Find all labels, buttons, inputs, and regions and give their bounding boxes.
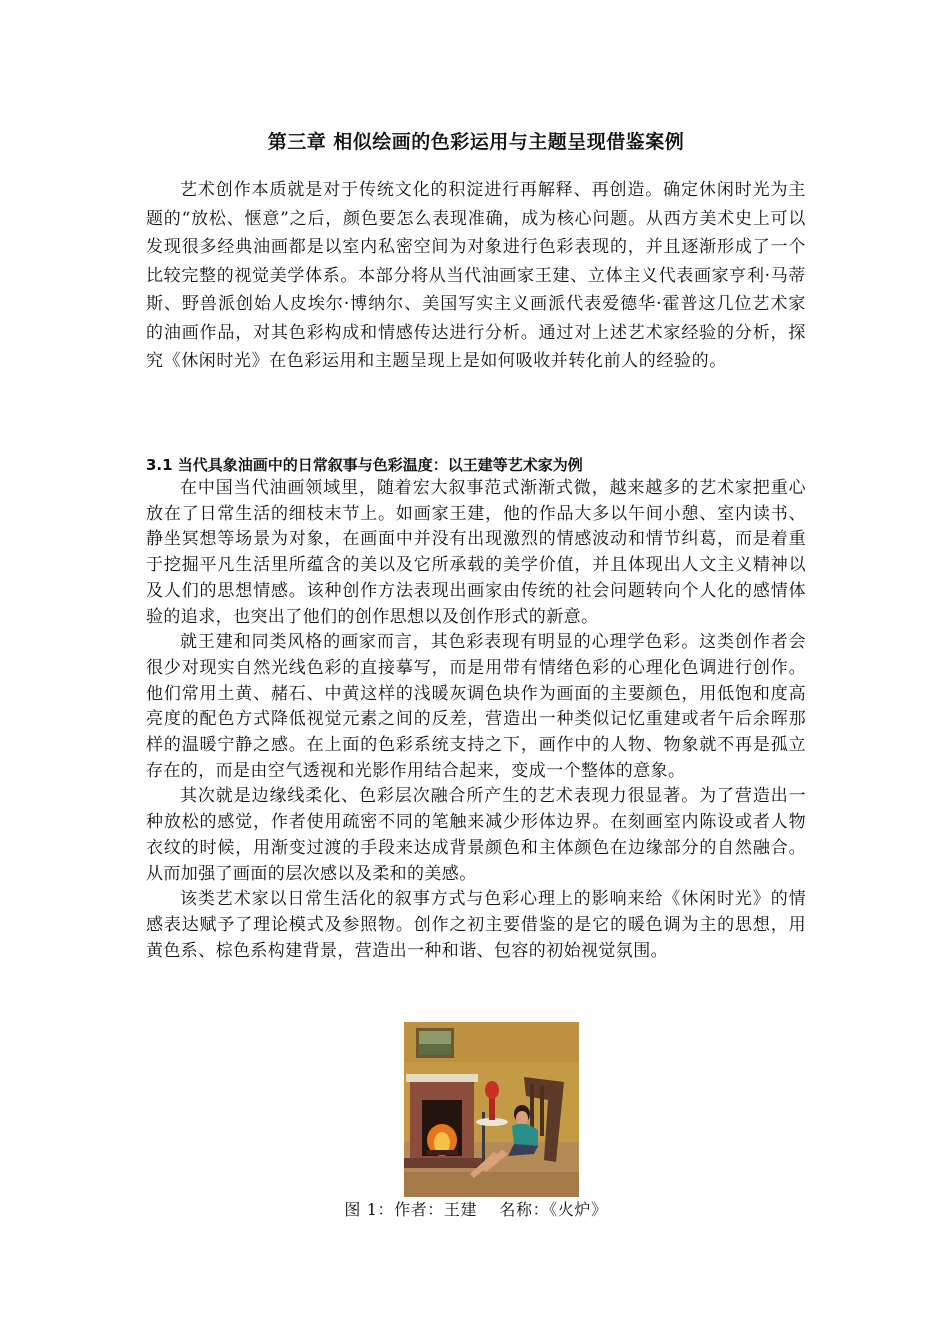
fireplace-painting-image <box>404 1022 579 1197</box>
body-paragraph: 该类艺术家以日常生活化的叙事方式与色彩心理上的影响来给《休闲时光》的情感表达赋予了理论模式及参照物。创作之初主要借鉴的是它的暖色调为主的思想，用黄色系、棕色系构建背景，营造出一种和谐、包容的初始视觉氛围。 <box>146 889 806 961</box>
intro-section <box>146 176 806 376</box>
body-paragraph: 在中国当代油画领域里，随着宏大叙事范式渐渐式微，越来越多的艺术家把重心放在了日常生活的细枝末节上。如画家王建，他的作品大多以午间小憩、室内读书、静坐冥想等场景为对象，在画面中并没有出现激烈的情感波动和情节纠葛，而是着重于挖掘平凡生活里所蕴含的美以及它所承载的美学价值，并且体现出人文主义精神以及人们的思想情感。该种创作方法表现出画家由传统的社会问题转向个人化的感情体验的追求，也突出了他们的创作思想以及创作形式的新意。 <box>146 478 806 627</box>
section-body <box>146 476 806 964</box>
chapter-title: 第三章 相似绘画的色彩运用与主题呈现借鉴案例 <box>267 131 685 153</box>
section-heading: 3.1 当代具象油画中的日常叙事与色彩温度：以王建等艺术家为例 <box>146 456 583 474</box>
body-paragraph: 就王建和同类风格的画家而言，其色彩表现有明显的心理学色彩。这类创作者会很少对现实自然光线色彩的直接摹写，而是用带有情绪色彩的心理化色调进行创作。他们常用土黄、赭石、中黄这样的浅暖灰调色块作为画面的主要颜色，用低饱和度高亮度的配色方式降低视觉元素之间的反差，营造出一种类似记忆重建或者午后余晖那样的温暖宁静之感。在上面的色彩系统支持之下，画作中的人物、物象就不再是孤立存在的，而是由空气透视和光影作用结合起来，变成一个整体的意象。 <box>146 632 806 781</box>
figure-caption: 图 1：作者：王建 名称：《火炉》 <box>344 1200 608 1219</box>
intro-paragraph: 艺术创作本质就是对于传统文化的积淀进行再解释、再创造。确定休闲时光为主题的“放松、惬意”之后，颜色要怎么表现准确，成为核心问题。从西方美术史上可以发现很多经典油画都是以室内私密空间为对象进行色彩表现的，并且逐渐形成了一个比较完整的视觉美学体系。本部分将从当代油画家王建、立体主义代表画家亨利·马蒂斯、野兽派创始人皮埃尔·博纳尔、美国写实主义画派代表爱德华·霍普这几位艺术家的油画作品，对其色彩构成和情感传达进行分析。通过对上述艺术家经验的分析，探究《休闲时光》在色彩运用和主题呈现上是如何吸收并转化前人的经验的。 <box>146 180 806 371</box>
painting-figure <box>404 1022 579 1197</box>
body-paragraph: 其次就是边缘线柔化、色彩层次融合所产生的艺术表现力很显著。为了营造出一种放松的感觉，作者使用疏密不同的笔触来减少形体边界。在刻画室内陈设或者人物衣纹的时候，用渐变过渡的手段来达成背景颜色和主体颜色在边缘部分的自然融合。从而加强了画面的层次感以及柔和的美感。 <box>146 786 806 884</box>
